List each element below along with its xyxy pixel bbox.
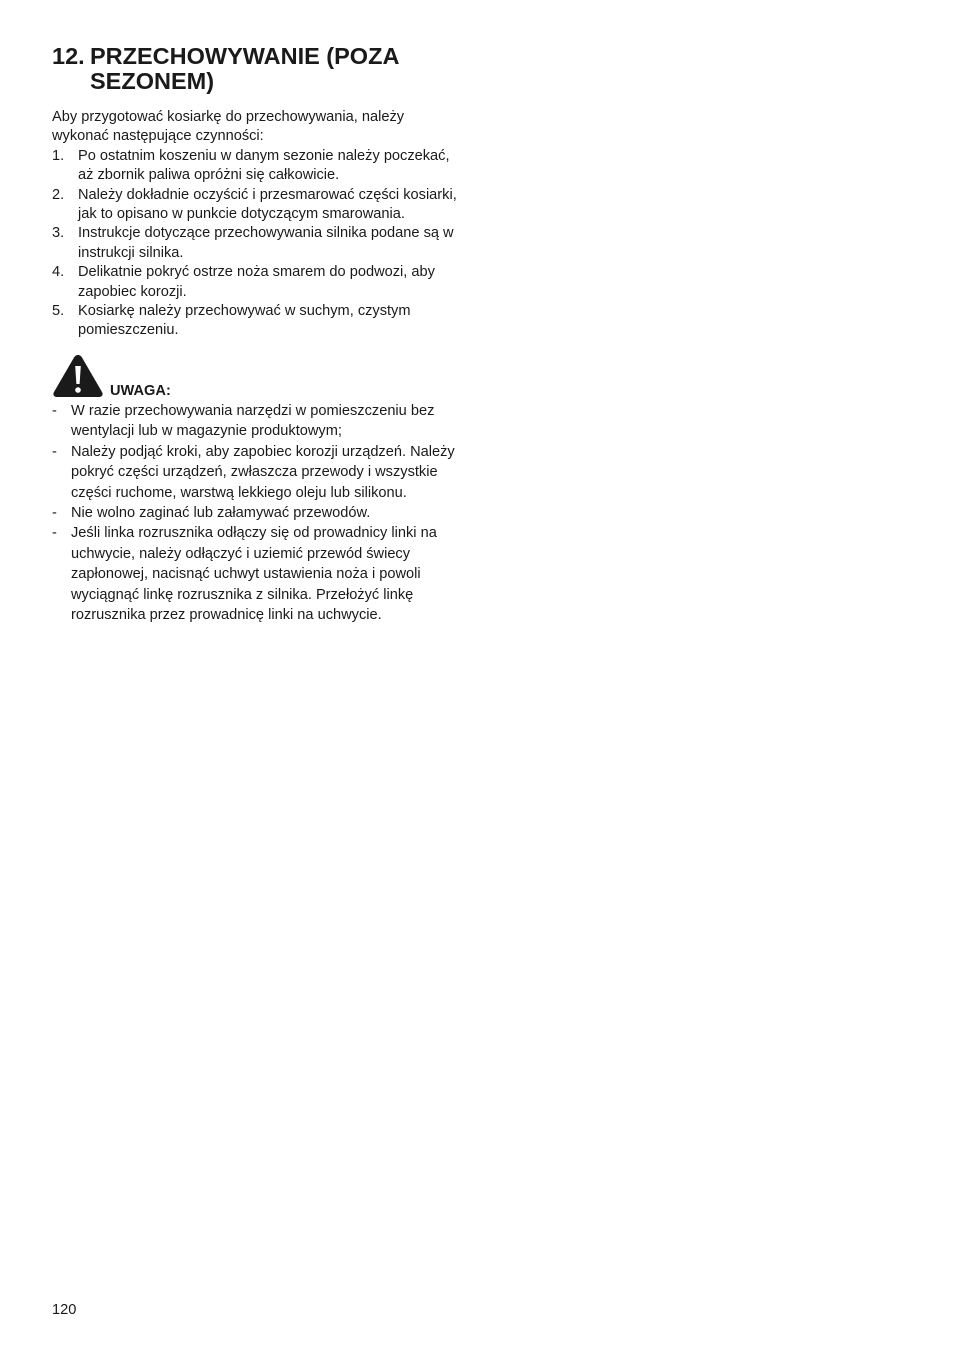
page-number: 120 <box>52 1302 77 1318</box>
content-column <box>52 44 462 625</box>
bullet-dash: - <box>52 402 57 419</box>
list-item <box>52 302 462 341</box>
warning-text: Nie wolno zaginać lub załamywać przewodów. <box>71 504 371 521</box>
step-number: 4. <box>52 264 65 281</box>
step-number: 2. <box>52 186 65 203</box>
list-item <box>52 224 462 263</box>
list-item <box>52 442 462 503</box>
step-text: Instrukcje dotyczące przechowywania silnika podane są w instrukcji silnika. <box>78 225 454 261</box>
list-item <box>52 401 462 442</box>
warning-header <box>52 355 462 399</box>
list-item <box>52 186 462 225</box>
list-item <box>52 263 462 302</box>
section-heading <box>52 44 462 94</box>
bullet-dash: - <box>52 525 57 542</box>
warning-text: Należy podjąć kroki, aby zapobiec korozji urządzeń. Należy pokryć części urządzeń, zwłaszcza przewody i wszystkie części ruchome, warstwą lekkiego oleju lub silikonu. <box>71 443 455 501</box>
steps-list <box>52 147 462 341</box>
step-text: Delikatnie pokryć ostrze noża smarem do podwozi, aby zapobiec korozji. <box>78 264 435 300</box>
bullet-dash: - <box>52 504 57 521</box>
warning-text: Jeśli linka rozrusznika odłączy się od prowadnicy linki na uchwycie, należy odłączyć i uziemić przewód świecy zapłonowej, nacisnąć uchwyt ustawienia noża i powoli wyciągnąć linkę rozrusznika z silnika. Przełożyć linkę rozrusznika przez prowadnicę linki na uchwycie. <box>71 525 437 623</box>
bullet-dash: - <box>52 443 57 460</box>
warning-triangle-icon <box>52 353 104 399</box>
warning-label: UWAGA: <box>110 382 171 399</box>
list-item <box>52 503 462 523</box>
section-title: PRZECHOWYWANIE (POZA SEZONEM) <box>90 43 399 94</box>
intro-paragraph: Aby przygotować kosiarkę do przechowywania, należy wykonać następujące czynności: <box>52 109 405 145</box>
list-item <box>52 147 462 186</box>
step-text: Kosiarkę należy przechowywać w suchym, czystym pomieszczeniu. <box>78 303 411 339</box>
step-text: Należy dokładnie oczyścić i przesmarować części kosiarki, jak to opisano w punkcie dotyczącym smarowania. <box>78 186 457 223</box>
section-number: 12. <box>52 43 85 69</box>
step-text: Po ostatnim koszeniu w danym sezonie należy poczekać, aż zbornik paliwa opróżni się całkowicie. <box>78 147 450 184</box>
step-number: 3. <box>52 225 65 242</box>
warning-text: W razie przechowywania narzędzi w pomieszczeniu bez wentylacji lub w magazynie produktowym; <box>71 402 435 440</box>
step-number: 5. <box>52 303 65 320</box>
list-item <box>52 523 462 625</box>
warning-list <box>52 401 462 625</box>
step-number: 1. <box>52 147 65 164</box>
